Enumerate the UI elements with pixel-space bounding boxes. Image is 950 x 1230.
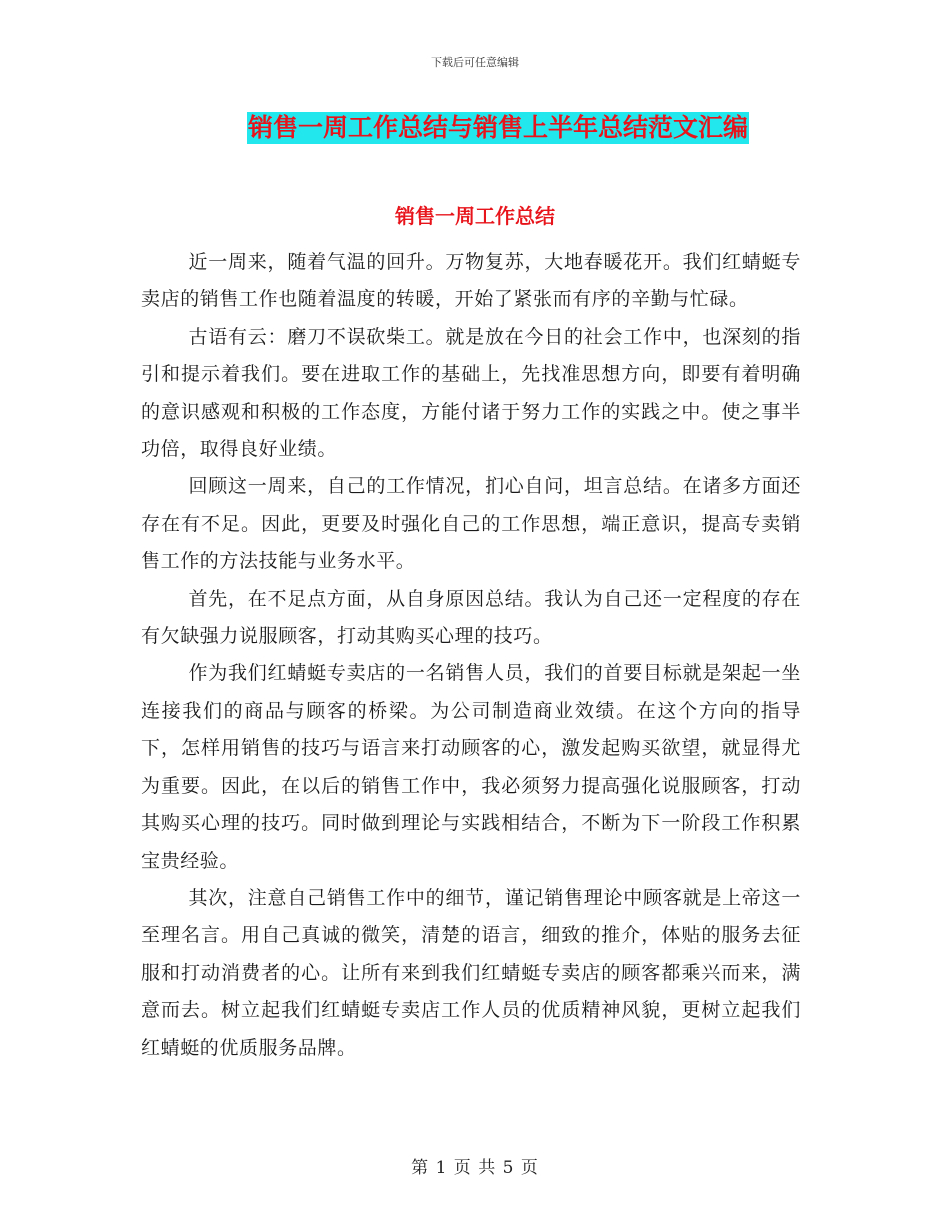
section-title: 销售一周工作总结 — [395, 204, 555, 228]
document-body — [141, 244, 801, 1067]
paragraph: 作为我们红蜻蜓专卖店的一名销售人员，我们的首要目标就是架起一坐连接我们的商品与顾客的桥梁。为公司制造商业效绩。在这个方向的指导下，怎样用销售的技巧与语言来打动顾客的心，激发起购买欲望，就显得尤为重要。因此，在以后的销售工作中，我必须努力提高强化说服顾客，打动其购买心理的技巧。同时做到理论与实践相结合，不断为下一阶段工作积累宝贵经验。 — [141, 662, 801, 872]
document-main-title: 销售一周工作总结与销售上半年总结范文汇编 — [247, 113, 748, 142]
main-title-container — [0, 112, 950, 144]
paragraph: 回顾这一周来，自己的工作情况，扪心自问，坦言总结。在诸多方面还存在有不足。因此，更要及时强化自己的工作思想，端正意识，提高专卖销售工作的方法技能与业务水平。 — [141, 475, 801, 573]
paragraph: 古语有云：磨刀不误砍柴工。就是放在今日的社会工作中，也深刻的指引和提示着我们。要在进取工作的基础上，先找准思想方向，即要有着明确的意识感观和积极的工作态度，方能付诸于努力工作的实践之中。使之事半功倍，取得良好业绩。 — [141, 325, 801, 461]
paragraph: 近一周来，随着气温的回升。万物复苏，大地春暖花开。我们红蜻蜓专卖店的销售工作也随着温度的转暖，开始了紧张而有序的辛勤与忙碌。 — [141, 251, 801, 311]
paragraph: 首先，在不足点方面，从自身原因总结。我认为自己还一定程度的存在有欠缺强力说服顾客，打动其购买心理的技巧。 — [141, 587, 801, 648]
page-number-footer: 第 1 页 共 5 页 — [411, 1158, 539, 1178]
page-header-note: 下载后可任意编辑 — [431, 56, 519, 69]
paragraph: 其次，注意自己销售工作中的细节，谨记销售理论中顾客就是上帝这一至理名言。用自己真诚的微笑，清楚的语言，细致的推介，体贴的服务去征服和打动消费者的心。让所有来到我们红蜻蜓专卖店的顾客都乘兴而来，满意而去。树立起我们红蜻蜓专卖店工作人员的优质精神风貌，更树立起我们红蜻蜓的优质服务品牌。 — [141, 886, 801, 1059]
